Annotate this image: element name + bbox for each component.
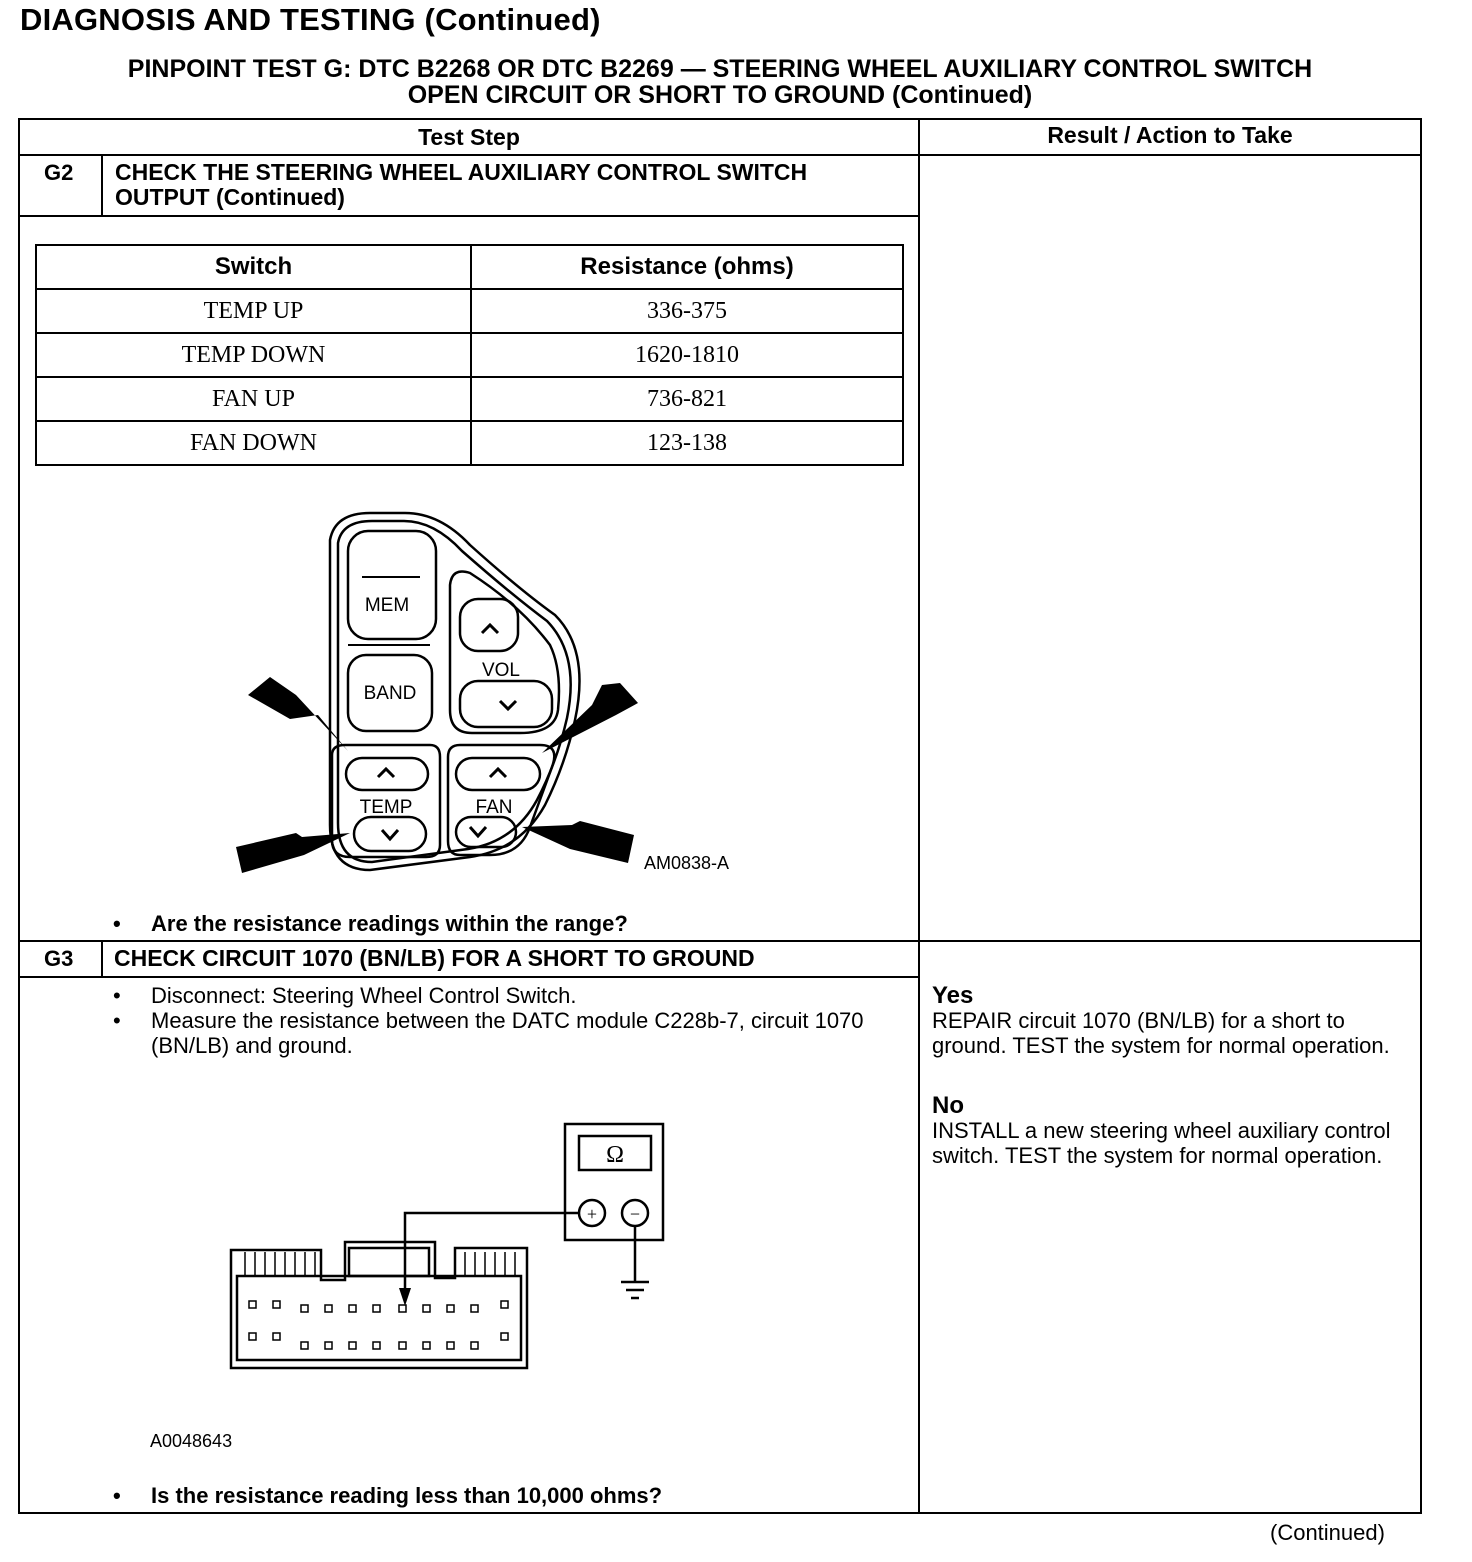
vol-label: VOL [481,660,521,681]
fan-up-chevron-icon [490,769,506,777]
temp-up-button [346,758,428,790]
table-row [36,333,903,377]
resistance-value: 1620-1810 [471,333,903,377]
column-header-test-step: Test Step [418,124,520,150]
section-title: DIAGNOSIS AND TESTING (Continued) [20,2,601,37]
step-id-g3: G3 [44,946,74,971]
table-header-switch: Switch [36,245,471,289]
resistance-value: 336-375 [471,289,903,333]
header-row-divider [18,154,1422,156]
pinpoint-test-title-line2: OPEN CIRCUIT OR SHORT TO GROUND (Continued) [407,81,1033,109]
g3-title-divider [18,976,920,978]
mem-label: MEM [364,595,410,616]
vol-down-button [460,681,552,727]
steering-wheel-switch-illustration [220,505,780,890]
figure-id-am0838: AM0838-A [644,853,730,873]
temp-up-chevron-icon [378,769,394,777]
table-header-row [36,245,903,289]
step-title-g2: CHECK THE STEERING WHEEL AUXILIARY CONTROL SWITCH OUTPUT (Continued) [115,159,808,210]
column-divider [918,118,920,1514]
resistance-value: 123-138 [471,421,903,465]
g2-question: Are the resistance readings within the range? [151,911,628,936]
g3-row-divider [18,940,1422,942]
pinpoint-test-title-line1: PINPOINT TEST G: DTC B2268 OR DTC B2269 — STEERING WHEEL AUXILIARY CONTROL SWITCH [127,55,1313,83]
mem-button [348,531,436,639]
g2-id-divider [101,154,103,217]
resistance-value: 736-821 [471,377,903,421]
result-no-text: INSTALL a new steering wheel auxiliary control switch. TEST the system for normal operation. [932,1118,1391,1168]
result-yes-text: REPAIR circuit 1070 (BN/LB) for a short to ground. TEST the system for normal operation. [932,1008,1390,1058]
temp-down-button [354,817,426,851]
result-no-label: No [932,1092,964,1119]
g3-id-divider [101,940,103,978]
plus-symbol: + [586,1204,598,1224]
switch-resistance-table [35,244,904,466]
arrow-fan-down-icon [522,821,634,863]
ohmmeter-connector-illustration [225,1120,675,1380]
g2-title-divider [18,215,920,217]
arrow-temp-up-icon [248,677,348,751]
table-row [36,377,903,421]
vol-down-chevron-icon [500,701,516,709]
table-header-resistance: Resistance (ohms) [471,245,903,289]
minus-symbol: − [629,1204,641,1224]
switch-name: TEMP DOWN [36,333,471,377]
g2-question-bullet: • [113,911,121,936]
switch-name: TEMP UP [36,289,471,333]
test-lead-wire [405,1213,579,1292]
vol-up-chevron-icon [482,625,498,633]
temp-label: TEMP [359,797,413,818]
step-id-g2: G2 [44,160,74,185]
fan-label: FAN [475,797,513,818]
g3-bullet-disconnect: Disconnect: Steering Wheel Control Switch. [151,983,577,1008]
fan-down-button [456,817,516,847]
fan-down-chevron-icon [470,827,486,836]
ohm-symbol: Ω [606,1142,624,1168]
probe-tip-icon [399,1288,411,1306]
result-yes-label: Yes [932,982,974,1009]
arrow-temp-down-icon [236,833,350,873]
band-label: BAND [363,683,417,704]
switch-name: FAN UP [36,377,471,421]
table-row [36,421,903,465]
footer-continued: (Continued) [1270,1520,1385,1545]
vol-button-group [450,572,559,734]
temp-down-chevron-icon [382,830,398,839]
g3-question: Is the resistance reading less than 10,000 ohms? [151,1483,663,1508]
g3-bullet-measure: Measure the resistance between the DATC module C228b-7, circuit 1070 (BN/LB) and ground. [151,1008,864,1058]
switch-name: FAN DOWN [36,421,471,465]
column-header-result: Result / Action to Take [1047,122,1293,148]
fan-up-button [456,758,540,790]
table-row [36,289,903,333]
step-title-g3: CHECK CIRCUIT 1070 (BN/LB) FOR A SHORT TO GROUND [114,945,755,971]
figure-id-a0048643: A0048643 [150,1431,233,1451]
